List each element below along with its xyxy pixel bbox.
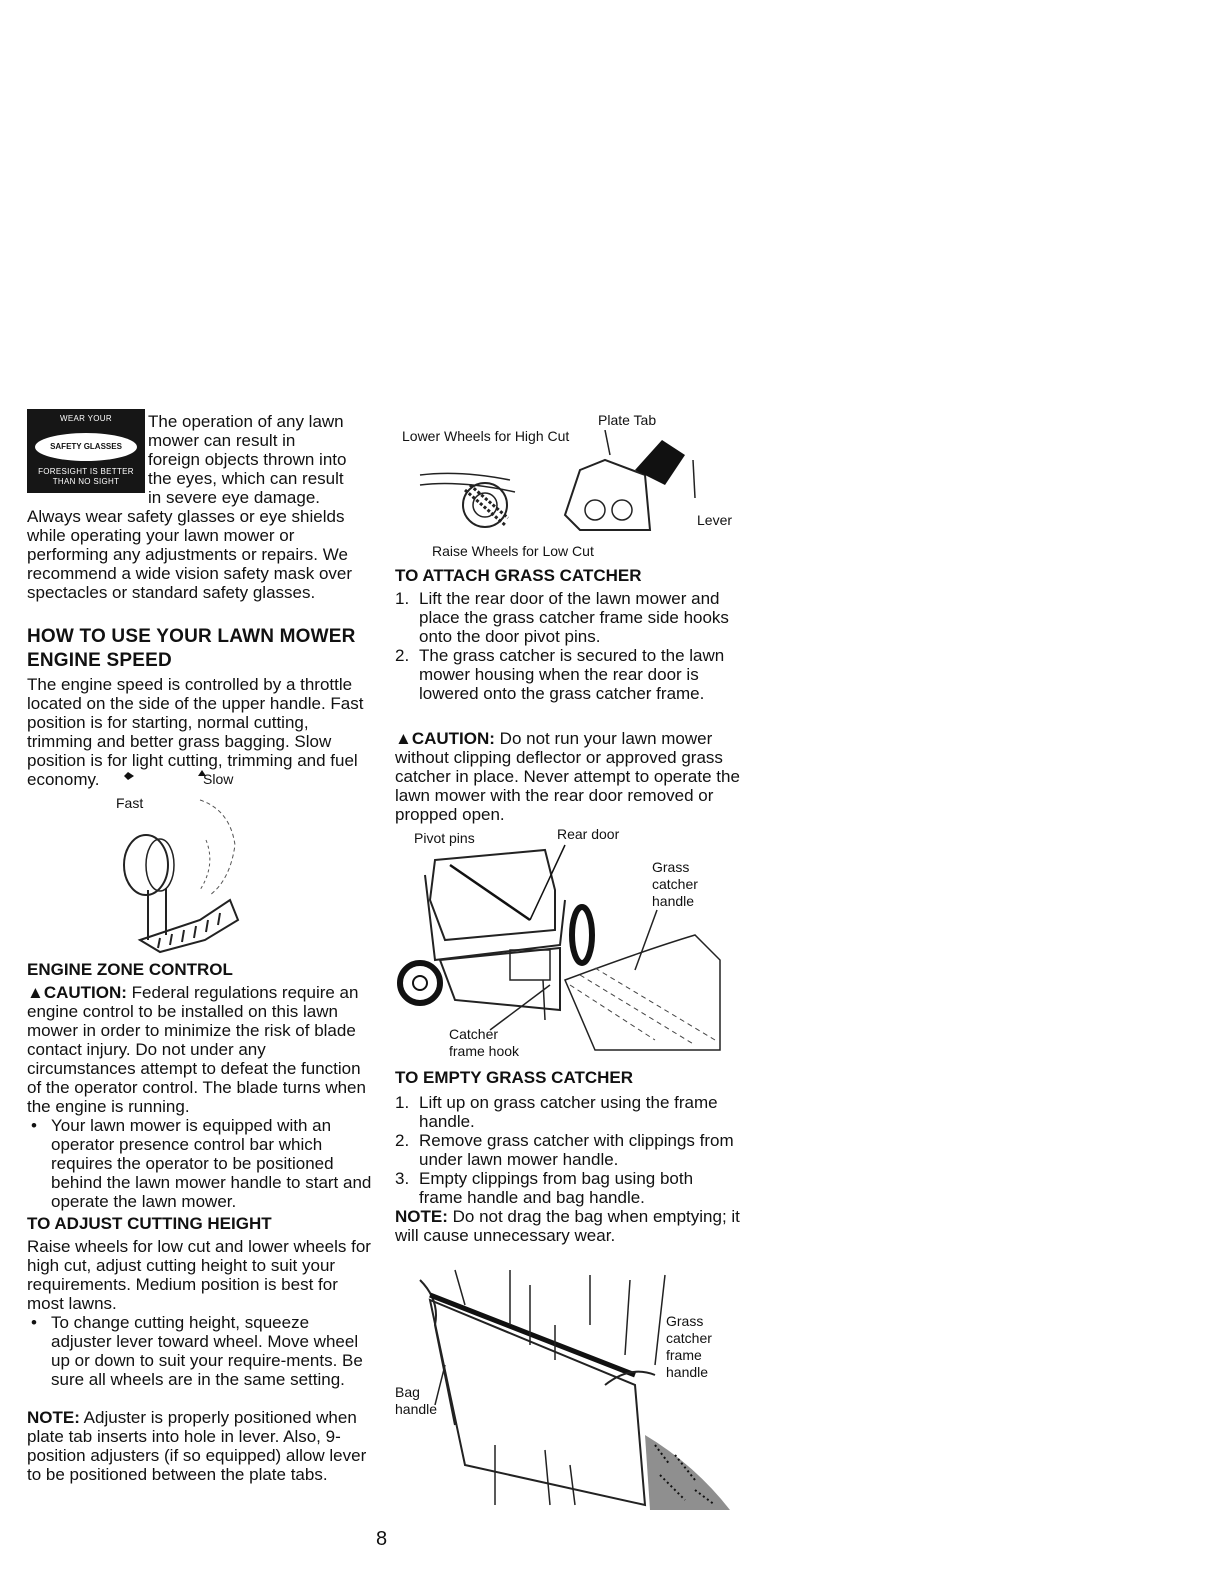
section-title-engine-zone: ENGINE ZONE CONTROL — [27, 960, 233, 979]
fig-label-pivot-pins: Pivot pins — [414, 830, 475, 846]
section-title-engine-speed: ENGINE SPEED — [27, 650, 172, 671]
section-title-how-to: HOW TO USE YOUR LAWN MOWER — [27, 626, 356, 647]
step-text: Lift up on grass catcher using the frame handle. — [419, 1093, 718, 1131]
note-label: NOTE: — [27, 1408, 80, 1427]
safety-glasses-badge — [27, 409, 145, 493]
bullet-text: To change cutting height, squeeze adjuster lever toward wheel. Move wheel up or down to suit your require-ments. Be sure all wheels are in the same setting. — [51, 1313, 363, 1389]
fig-label-grass: Grass — [652, 859, 690, 875]
safety-line: in severe eye damage. — [148, 488, 320, 507]
safety-paragraph: Always wear safety glasses or eye shields while operating your lawn mower or performing any adjustments or repairs. We recommend a wide vision safety mask over spectacles or standard safety glasses. — [27, 507, 353, 602]
fig-label-frame: frame — [666, 1347, 702, 1363]
caution-label: CAUTION: — [43, 983, 127, 1002]
step-number: 3. — [395, 1169, 410, 1188]
safety-line: foreign objects thrown into — [148, 450, 347, 469]
step-text: Remove grass catcher with clippings from under lawn mower handle. — [419, 1131, 734, 1169]
fig-label-lower-wheels: Lower Wheels for High Cut — [402, 428, 570, 444]
engine-zone-bullet — [27, 1116, 372, 1211]
caution-text: Do not run your lawn mower without clipping deflector or approved grass catcher in place. Never attempt to operate the lawn mower with the rear door removed or propped open. — [395, 729, 740, 824]
fig-label-fast: Fast — [116, 795, 144, 811]
fig-label-handle-2: handle — [666, 1364, 709, 1380]
step-number: 1. — [395, 589, 410, 608]
caution-text: Federal regulations require an engine control to be installed on this lawn mower in order to minimize the risk of blade contact injury. Do not under any circumstances attempt to defeat the function of the operator control. The blade turns when the engine is running. — [27, 983, 366, 1116]
step-text: The grass catcher is secured to the lawn mower housing when the rear door is lowered onto the grass catcher frame. — [419, 646, 725, 703]
step-number: 2. — [395, 646, 410, 665]
fast-symbol-icon — [124, 772, 134, 780]
fig-label-raise-wheels: Raise Wheels for Low Cut — [432, 543, 594, 559]
fig-label-rear-door: Rear door — [557, 826, 620, 842]
safety-intro — [148, 412, 378, 507]
caution-label: CAUTION: — [411, 729, 495, 748]
note-text: Do not drag the bag when emptying; it will cause unnecessary wear. — [395, 1207, 740, 1245]
fig-label-frame-hook: frame hook — [449, 1043, 520, 1059]
safety-line: mower can result in — [148, 431, 296, 450]
grass-catcher-empty-figure — [395, 1265, 735, 1525]
warning-triangle-icon: ▲ — [395, 729, 412, 748]
note-text: Adjuster is properly positioned when plate tab inserts into hole in lever. Also, 9-position adjusters (if so equipped) allow lever to be positioned between the plate tabs. — [27, 1408, 367, 1484]
list-item — [395, 1093, 740, 1131]
step-number: 2. — [395, 1131, 410, 1150]
badge-line3: FORESIGHT IS BETTER — [38, 467, 134, 476]
fig-label-grass-2: Grass — [666, 1313, 704, 1329]
badge-line4: THAN NO SIGHT — [52, 477, 120, 486]
fig-label-plate-tab: Plate Tab — [598, 412, 657, 428]
list-item — [395, 589, 740, 646]
step-number: 1. — [395, 1093, 410, 1112]
page-number: 8 — [376, 1528, 388, 1550]
badge-line1: WEAR YOUR — [60, 414, 112, 423]
cutting-height-note — [27, 1408, 372, 1484]
section-title-attach: TO ATTACH GRASS CATCHER — [395, 566, 642, 585]
section-title-empty: TO EMPTY GRASS CATCHER — [395, 1068, 634, 1087]
fig-label-bag: Bag — [395, 1384, 420, 1400]
fig-label-catcher: catcher — [652, 876, 698, 892]
note-label: NOTE: — [395, 1207, 448, 1226]
section-title-cutting-height: TO ADJUST CUTTING HEIGHT — [27, 1214, 272, 1233]
list-item — [395, 1169, 740, 1207]
engine-speed-paragraph: The engine speed is controlled by a throttle located on the side of the upper handle. Fast position is for starting, normal cutting, trimming and better grass bagging. Slow position is for light cutting, trimming and fuel economy. — [27, 675, 364, 789]
attach-steps — [395, 589, 740, 703]
fig-label-bag-handle: handle — [395, 1401, 438, 1417]
safety-line: the eyes, which can result — [148, 469, 344, 488]
bullet-text: Your lawn mower is equipped with an operator presence control bar which requires the operator to be positioned behind the lawn mower handle to start and operate the lawn mower. — [51, 1116, 372, 1211]
fig-label-handle: handle — [652, 893, 695, 909]
safety-line: The operation of any lawn — [148, 412, 344, 431]
empty-note — [395, 1207, 740, 1245]
cutting-height-bullet — [27, 1313, 372, 1389]
fig-label-lever: Lever — [697, 512, 733, 528]
attach-caution — [395, 729, 740, 824]
bullet-dot: • — [31, 1313, 37, 1332]
engine-zone-caution — [27, 983, 372, 1116]
empty-steps — [395, 1093, 740, 1207]
list-item — [395, 646, 740, 703]
warning-triangle-icon: ▲ — [27, 983, 44, 1002]
cutting-height-figure — [400, 430, 720, 550]
cutting-height-paragraph: Raise wheels for low cut and lower wheels for high cut, adjust cutting height to suit your requirements. Medium position is best for most lawns. — [27, 1237, 371, 1313]
fig-label-catcher-2: catcher — [666, 1330, 712, 1346]
fig-label-catcher-hook: Catcher — [449, 1026, 499, 1042]
badge-line2: SAFETY GLASSES — [35, 433, 137, 461]
step-text: Lift the rear door of the lawn mower and place the grass catcher frame side hooks onto the door pivot pins. — [419, 589, 729, 646]
step-text: Empty clippings from bag using both frame handle and bag handle. — [419, 1169, 694, 1207]
bullet-dot: • — [31, 1116, 37, 1135]
list-item — [395, 1131, 740, 1169]
fig-label-slow: Slow — [203, 771, 234, 787]
